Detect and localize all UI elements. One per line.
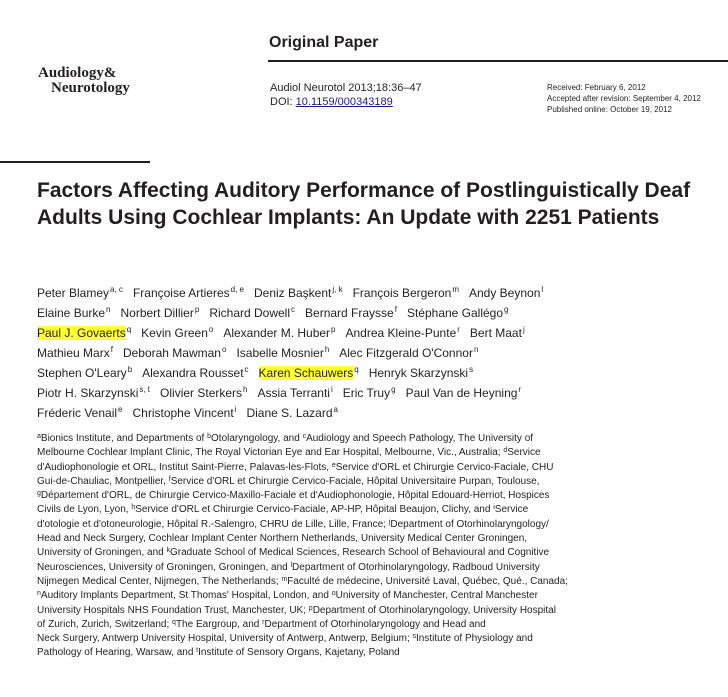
author: [37, 306, 111, 320]
author-name: Bert Maat: [469, 326, 522, 340]
author-affiliation-marker: c: [244, 365, 249, 374]
affiliation-line: [37, 646, 727, 660]
affiliation-text: Department of Otorhinolaryngology and Head and: [264, 618, 486, 630]
author-affiliation-marker: g: [391, 385, 396, 394]
affiliation-marker: n: [37, 590, 41, 598]
journal-logo-line1: Audiology&: [38, 65, 117, 81]
affiliation-marker: d: [503, 447, 508, 455]
affiliation-text: Gui-de-Chauliac, Montpellier,: [37, 475, 169, 487]
author-name: Paul J. Govaerts: [37, 326, 126, 340]
author: [305, 306, 397, 320]
author-affiliation-marker: d, e: [230, 285, 244, 294]
author-name: Norbert Dillier: [120, 306, 194, 320]
affiliation-text: The Eargroup, and: [175, 618, 263, 630]
author-name: Françoise Artieres: [132, 286, 230, 300]
author-line: [37, 323, 727, 343]
affiliation-text: Graduate School of Medical Sciences, Research School of Behavioural and Cognitive: [170, 547, 550, 559]
affiliation-text: d'otologie et d'otoneurologie, Hôpital R.-Salengro, CHRU de Lille, Lille, France;: [37, 518, 389, 530]
author-affiliation-marker: n: [473, 345, 479, 354]
author: [37, 406, 123, 420]
author-affiliation-marker: r: [457, 325, 460, 334]
affiliation-text: Neck Surgery, Antwerp University Hospital, University of Antwerp, Antwerp, Belgium;: [37, 633, 413, 645]
affiliation-text: University Hospitals NHS Foundation Trust, Manchester, UK;: [37, 604, 309, 616]
author-affiliation-marker: s, t: [139, 385, 151, 394]
affiliation-line: [37, 561, 727, 575]
affiliation-line: [37, 632, 727, 646]
author-name: Christophe Vincent: [132, 406, 234, 420]
author-name: Andrea Kleine-Punte: [345, 326, 457, 340]
affiliation-marker: h: [131, 504, 136, 512]
author-affiliation-marker: i: [234, 405, 237, 414]
affiliation-text: Service d'ORL et Chirurgie Cervico-Faciale, CHU: [335, 461, 554, 473]
author-affiliation-marker: p: [194, 305, 200, 314]
author: [37, 346, 113, 360]
affiliation-line: [37, 604, 727, 618]
affiliation-line: [37, 432, 727, 446]
affiliation-text: Département d'ORL, de Chirurgie Cervico-Maxillo-Faciale et d'Audiophonologie, Hôpital Edouard-Herriot, Hospices: [40, 490, 550, 502]
affiliation-marker: q: [172, 618, 176, 626]
author-name: Diane S. Lazard: [246, 406, 333, 420]
doi-line: [270, 95, 422, 109]
affiliation-text: Institute of Physiology and: [416, 633, 533, 645]
affiliation-marker: i: [493, 504, 495, 512]
author: [343, 386, 396, 400]
author-line: [37, 403, 727, 423]
author-affiliation-marker: l: [541, 285, 544, 294]
section-label: Original Paper: [269, 34, 379, 51]
author: [259, 366, 359, 380]
author-affiliation-marker: q: [354, 365, 359, 374]
author-affiliation-marker: g: [504, 305, 509, 314]
author: [406, 386, 522, 400]
author-line: [37, 303, 727, 323]
author-affiliation-marker: b: [127, 365, 133, 374]
author-affiliation-marker: o: [208, 325, 214, 334]
author-name: Elaine Burke: [37, 306, 106, 320]
author-affiliation-marker: r: [518, 385, 522, 394]
affiliation-marker: b: [207, 433, 212, 440]
author-name: Mathieu Marx: [37, 346, 110, 360]
affiliation-marker: o: [331, 590, 336, 598]
affiliation-text: Melbourne Cochlear Implant Clinic, The Royal Victorian Eye and Ear Hospital, Melbourne, Vic., Australia;: [37, 447, 504, 459]
affiliation-text: University of Groningen, and: [37, 547, 167, 559]
affiliation-text: Nijmegen Medical Center, Nijmegen, The Netherlands;: [37, 575, 282, 587]
affiliation-line: [37, 532, 727, 546]
author: [369, 366, 473, 380]
journal-logo-line2: Neurotology: [51, 80, 130, 96]
author-affiliation-marker: h: [324, 345, 330, 354]
affiliation-text: d'Audiophonologie et ORL, Institut Saint-Pierre, Palavas-les-Flots,: [37, 461, 332, 473]
author-name: Stephen O'Leary: [37, 366, 127, 380]
author: [142, 366, 248, 380]
affiliation-marker: a: [37, 433, 41, 440]
author-name: Karen Schauwers: [258, 366, 354, 380]
affiliation-line: [37, 446, 727, 460]
affiliation-marker: p: [308, 604, 313, 612]
affiliation-text: Department of Otorhinolaryngology/: [390, 518, 549, 530]
affiliation-text: Service d'ORL et Chirurgie Cervico-Faciale, Hôpital Universitaire Purpan, Toulouse,: [170, 475, 540, 487]
affiliation-marker: e: [331, 461, 336, 469]
author-name: Fréderic Venail: [37, 406, 118, 420]
publication-dates: [547, 82, 701, 115]
author: [160, 386, 247, 400]
affiliation-text: Institute of Sensory Organs, Kajetany, Poland: [198, 647, 400, 659]
affiliation-text: Neurosciences, University of Groningen, Groningen, and: [37, 561, 291, 573]
author: [121, 306, 200, 320]
author: [254, 286, 343, 300]
affiliation-line: [37, 589, 727, 603]
author-name: Alec Fitzgerald O'Connor: [339, 346, 473, 360]
affiliation-line: [37, 461, 727, 475]
author-name: Isabelle Mosnier: [236, 346, 324, 360]
author: [258, 386, 333, 400]
author-name: Assia Terranti: [257, 386, 330, 400]
author-name: Richard Dowell: [209, 306, 291, 320]
affiliation-text: Pathology of Hearing, Warsaw, and: [37, 647, 197, 659]
affiliation-text: Faculté de médecine, Université Laval, Québec, Qué., Canada;: [287, 575, 568, 587]
affiliation-line: [37, 518, 727, 532]
author-list: [37, 283, 727, 423]
author-name: Alexandra Rousset: [142, 366, 244, 380]
author: [37, 326, 131, 340]
author-name: Alexander M. Huber: [223, 326, 331, 340]
author-line: [37, 343, 727, 363]
author-name: Deniz Başkent: [253, 286, 332, 300]
author-name: Paul Van de Heyning: [405, 386, 518, 400]
author: [223, 326, 335, 340]
affiliation-text: of Zurich, Zurich, Switzerland;: [37, 618, 173, 630]
affiliation-marker: f: [168, 475, 171, 483]
received-date: Received: February 6, 2012: [547, 83, 646, 92]
author-affiliation-marker: f: [110, 345, 113, 354]
affiliation-marker: m: [281, 575, 288, 583]
author-name: Bernard Fraysse: [305, 306, 394, 320]
author-name: François Bergeron: [352, 286, 452, 300]
paper-title: Factors Affecting Auditory Performance of Postlinguistically Deaf Adults Using Cochlear Implants: An Update with 2251 Patients: [37, 179, 691, 229]
affiliation-marker: t: [196, 647, 199, 655]
author-affiliation-marker: j, k: [332, 285, 343, 294]
doi-link[interactable]: 10.1159/000343189: [295, 96, 393, 108]
author-line: [37, 363, 727, 383]
author-name: Stéphane Gallégo: [406, 306, 504, 320]
author-affiliation-marker: a, c: [110, 285, 123, 294]
affiliation-line: [37, 503, 727, 517]
published-date: Published online: October 19, 2012: [547, 105, 672, 114]
journal-logo: [38, 66, 130, 96]
author-affiliation-marker: s: [469, 365, 474, 374]
author: [236, 346, 329, 360]
author-name: Deborah Mawman: [122, 346, 221, 360]
journal-citation: Audiol Neurotol 2013;18:36–47: [270, 82, 422, 94]
header-rule: [268, 60, 728, 62]
affiliation-text: Service: [494, 504, 529, 516]
author: [339, 346, 478, 360]
author: [37, 366, 132, 380]
author-name: Eric Truy: [342, 386, 391, 400]
author-affiliation-marker: f: [394, 305, 397, 314]
author-affiliation-marker: j: [522, 325, 525, 334]
affiliation-text: Head and Neck Surgery, Cochlear Implant Center Northern Netherlands, University Medical Center Groningen,: [37, 533, 528, 545]
accepted-date: Accepted after revision: September 4, 2012: [547, 94, 701, 103]
author-name: Piotr H. Skarzynski: [37, 386, 139, 400]
author-affiliation-marker: q: [126, 325, 132, 334]
affiliation-marker: j: [388, 518, 391, 526]
affiliation-line: [37, 575, 727, 589]
affiliation-text: University of Manchester, Central Manchester: [335, 590, 538, 602]
author: [246, 406, 338, 420]
author-affiliation-marker: p: [331, 325, 336, 334]
author: [346, 326, 460, 340]
author: [353, 286, 459, 300]
author-affiliation-marker: o: [221, 345, 227, 354]
author-affiliation-marker: h: [243, 385, 248, 394]
doi-label: DOI:: [270, 96, 296, 108]
citation-block: [270, 81, 422, 109]
affiliation-text: Department of Otorhinolaryngology, University Hospital: [312, 604, 556, 616]
affiliation-marker: k: [166, 547, 171, 555]
author-name: Kevin Green: [141, 326, 208, 340]
affiliation-line: [37, 546, 727, 560]
affiliation-text: Service d'ORL et Chirurgie Cervico-Faciale, AP-HP, Hôpital Beaujon, Clichy, and: [135, 504, 494, 516]
affiliation-marker: s: [412, 633, 417, 641]
affiliation-marker: c: [302, 433, 307, 440]
author: [37, 386, 150, 400]
affiliation-text: Service: [507, 447, 541, 459]
author: [37, 286, 123, 300]
affiliation-marker: r: [262, 618, 265, 626]
affiliation-line: [37, 618, 727, 632]
affiliation-text: Auditory Implants Department, St Thomas' Hospital, London, and: [40, 590, 332, 602]
author: [469, 286, 543, 300]
author-name: Olivier Sterkers: [160, 386, 243, 400]
affiliation-text: Bionics Institute, and Departments of: [40, 433, 208, 444]
author-name: Andy Beynon: [468, 286, 541, 300]
author-affiliation-marker: i: [330, 385, 333, 394]
affiliation-text: Civils de Lyon, Lyon,: [37, 504, 132, 516]
affiliation-marker: g: [37, 490, 41, 498]
affiliation-line: [37, 475, 727, 489]
author-line: [37, 283, 727, 303]
author-affiliation-marker: c: [291, 305, 296, 314]
author-affiliation-marker: a: [333, 405, 338, 414]
author-line: [37, 383, 727, 403]
affiliation-line: [37, 489, 727, 503]
author: [133, 406, 237, 420]
title-rule: [0, 161, 150, 163]
author: [209, 306, 295, 320]
author: [123, 346, 227, 360]
author-affiliation-marker: m: [452, 285, 459, 294]
affiliation-marker: l: [290, 561, 293, 569]
affiliations: [37, 432, 727, 661]
author-name: Peter Blamey: [37, 286, 110, 300]
author-name: Henryk Skarzynski: [368, 366, 469, 380]
affiliation-text: Audiology and Speech Pathology, The University of: [306, 433, 534, 444]
author: [141, 326, 213, 340]
affiliation-text: Department of Otorhinolaryngology, Radboud University: [292, 561, 540, 573]
author-affiliation-marker: e: [118, 405, 123, 414]
affiliation-text: Otolaryngology, and: [211, 433, 303, 444]
author: [133, 286, 244, 300]
author: [407, 306, 509, 320]
author-affiliation-marker: n: [106, 305, 111, 314]
author: [470, 326, 525, 340]
